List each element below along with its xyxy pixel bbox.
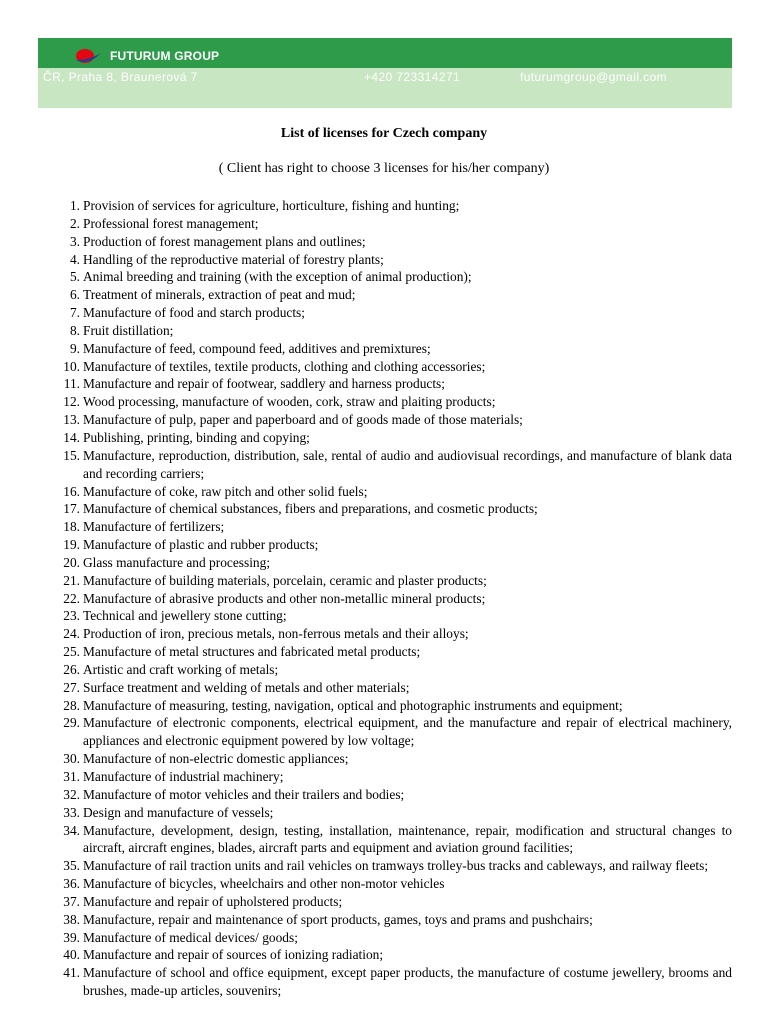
list-item-text: Manufacture of measuring, testing, navigation, optical and photographic instruments and equipment; <box>83 697 623 713</box>
list-item <box>50 411 732 429</box>
list-item-text: Manufacture, repair and maintenance of sport products, games, toys and prams and pushchairs; <box>83 911 593 927</box>
list-item-text: Design and manufacture of vessels; <box>83 804 274 820</box>
list-item <box>50 215 732 233</box>
list-item-text: Fruit distillation; <box>83 322 174 338</box>
list-item-text: Manufacture of abrasive products and other non-metallic mineral products; <box>83 590 486 606</box>
list-item <box>50 875 732 893</box>
list-item-number: 5. <box>69 269 80 285</box>
list-item <box>50 197 732 215</box>
list-item <box>50 518 732 536</box>
list-item <box>50 483 732 501</box>
list-item-number: 3. <box>69 233 80 249</box>
list-item-number: 27. <box>63 679 80 695</box>
list-item-number: 1. <box>69 198 80 213</box>
list-item <box>50 500 732 518</box>
list-item-number: 25. <box>63 644 80 660</box>
list-item-number: 37. <box>63 893 80 909</box>
list-item-text: Manufacture of coke, raw pitch and other solid fuels; <box>83 483 368 499</box>
list-item <box>50 679 732 697</box>
list-item <box>50 251 732 269</box>
list-item-text: Manufacture of chemical substances, fibers and preparations, and cosmetic products; <box>83 501 538 517</box>
list-item-text: Publishing, printing, binding and copying; <box>83 429 310 445</box>
list-item <box>50 768 732 786</box>
list-item-number: 20. <box>63 554 80 570</box>
document-subtitle: ( Client has right to choose 3 licenses for his/her company) <box>218 161 550 176</box>
list-item <box>50 714 732 750</box>
list-item-text: Production of iron, precious metals, non-ferrous metals and their alloys; <box>83 626 469 642</box>
list-item-number: 15. <box>63 447 80 463</box>
list-item <box>50 393 732 411</box>
list-item-text: Manufacture of pulp, paper and paperboard and of goods made of those materials; <box>83 412 523 428</box>
list-item <box>50 911 732 929</box>
list-item-number: 32. <box>63 786 80 802</box>
list-item-text: Professional forest management; <box>83 215 259 231</box>
list-item-number: 10. <box>63 358 80 374</box>
list-item-text: Manufacture of bicycles, wheelchairs and other non-motor vehicles <box>83 876 445 892</box>
list-item-text: Manufacture, reproduction, distribution, sale, rental of audio and audiovisual recordings, and manufacture of blank data and recording carriers; <box>83 447 732 481</box>
list-item-number: 33. <box>63 804 80 820</box>
list-item-text: Manufacture of plastic and rubber products; <box>83 537 319 553</box>
list-item-number: 35. <box>63 858 80 874</box>
list-item <box>50 375 732 393</box>
list-item-number: 30. <box>63 751 80 767</box>
list-item <box>50 929 732 947</box>
list-item-text: Technical and jewellery stone cutting; <box>83 608 287 624</box>
list-item-text: Handling of the reproductive material of forestry plants; <box>83 251 384 267</box>
list-item-number: 22. <box>63 590 80 606</box>
list-item-number: 29. <box>63 715 80 731</box>
list-item <box>50 786 732 804</box>
list-item-number: 39. <box>63 929 80 945</box>
list-item-number: 34. <box>63 822 80 838</box>
list-item-text: Manufacture of food and starch products; <box>83 305 305 321</box>
list-item <box>50 822 732 858</box>
list-item-text: Manufacture of medical devices/ goods; <box>83 929 298 945</box>
list-item-number: 18. <box>63 519 80 535</box>
list-item <box>50 358 732 376</box>
list-item <box>50 661 732 679</box>
list-item <box>50 447 732 483</box>
list-item <box>50 607 732 625</box>
list-item <box>50 429 732 447</box>
list-item-text: Manufacture and repair of upholstered products; <box>83 893 343 909</box>
list-item <box>50 233 732 251</box>
brand-name: FUTURUM GROUP <box>110 49 220 63</box>
list-item-text: Manufacture of fertilizers; <box>83 519 225 535</box>
company-address: ČR, Praha 8, Braunerová 7 <box>43 70 198 84</box>
list-item <box>50 304 732 322</box>
list-item <box>50 750 732 768</box>
list-item-text: Provision of services for agriculture, horticulture, fishing and hunting; <box>83 198 460 213</box>
list-item-number: 38. <box>63 911 80 927</box>
list-item-number: 23. <box>63 608 80 624</box>
list-item-number: 14. <box>63 429 80 445</box>
list-item-number: 31. <box>63 769 80 784</box>
license-list <box>50 197 732 1000</box>
list-item <box>50 643 732 661</box>
list-item-text: Artistic and craft working of metals; <box>83 661 279 677</box>
company-email: futurumgroup@gmail.com <box>520 70 668 84</box>
list-item-text: Manufacture, development, design, testing, installation, maintenance, repair, modification and structural changes to aircraft, aircraft engines, blades, aircraft parts and equipment and aviation ground facilities; <box>83 822 732 856</box>
list-item-text: Manufacture of textiles, textile products, clothing and clothing accessories; <box>83 358 486 374</box>
list-item-number: 9. <box>69 340 80 356</box>
list-item-text: Animal breeding and training (with the exception of animal production); <box>83 269 472 285</box>
list-item-number: 13. <box>63 412 80 428</box>
list-item-number: 16. <box>63 483 80 499</box>
list-item-text: Manufacture of metal structures and fabricated metal products; <box>83 644 421 660</box>
list-item-number: 8. <box>69 322 80 338</box>
list-item <box>50 857 732 875</box>
list-item-text: Manufacture and repair of sources of ionizing radiation; <box>83 947 384 963</box>
list-item <box>50 804 732 822</box>
list-item-number: 6. <box>69 287 80 303</box>
list-item-number: 21. <box>63 572 80 588</box>
list-item <box>50 625 732 643</box>
list-item <box>50 590 732 608</box>
company-phone: +420 723314271 <box>364 70 461 84</box>
list-item-number: 7. <box>69 305 80 321</box>
list-item <box>50 340 732 358</box>
list-item-number: 26. <box>63 661 80 677</box>
list-item-number: 4. <box>69 251 80 267</box>
list-item-text: Production of forest management plans and outlines; <box>83 233 366 249</box>
list-item <box>50 536 732 554</box>
list-item-text: Manufacture and repair of footwear, saddlery and harness products; <box>83 376 445 392</box>
list-item-number: 28. <box>63 697 80 713</box>
list-item-number: 41. <box>63 965 80 981</box>
list-item-text: Manufacture of rail traction units and rail vehicles on tramways trolley-bus tracks and cableways, and railway fleets; <box>83 858 709 874</box>
list-item <box>50 286 732 304</box>
list-item-text: Glass manufacture and processing; <box>83 554 271 570</box>
list-item <box>50 554 732 572</box>
list-item <box>50 697 732 715</box>
list-item <box>50 572 732 590</box>
list-item-number: 11. <box>63 376 80 392</box>
list-item-number: 40. <box>63 947 80 963</box>
list-item-text: Surface treatment and welding of metals and other materials; <box>83 679 410 695</box>
list-item <box>50 268 732 286</box>
list-item-text: Manufacture of building materials, porcelain, ceramic and plaster products; <box>83 572 487 588</box>
list-item-text: Manufacture of non-electric domestic appliances; <box>83 751 349 767</box>
list-item-text: Manufacture of electronic components, electrical equipment, and the manufacture and repair of electrical machinery, appliances and electronic equipment powered by low voltage; <box>83 715 732 749</box>
list-item-number: 19. <box>63 537 80 553</box>
document-title: List of licenses for Czech company <box>280 126 488 141</box>
list-item-text: Manufacture of feed, compound feed, additives and premixtures; <box>83 340 431 356</box>
list-item-text: Manufacture of industrial machinery; <box>83 769 284 784</box>
list-item-number: 2. <box>69 215 80 231</box>
list-item-text: Manufacture of motor vehicles and their trailers and bodies; <box>83 786 405 802</box>
futurum-logo-icon <box>74 47 102 67</box>
list-item-number: 24. <box>63 626 80 642</box>
list-item <box>50 964 732 1000</box>
list-item-number: 36. <box>63 876 80 892</box>
list-item-text: Treatment of minerals, extraction of peat and mud; <box>83 287 356 303</box>
list-item <box>50 946 732 964</box>
list-item <box>50 893 732 911</box>
list-item <box>50 322 732 340</box>
list-item-number: 12. <box>63 394 80 410</box>
list-item-text: Wood processing, manufacture of wooden, cork, straw and plaiting products; <box>83 394 496 410</box>
list-item-text: Manufacture of school and office equipment, except paper products, the manufacture of costume jewellery, brooms and brushes, made-up articles, souvenirs; <box>83 965 732 999</box>
list-item-number: 17. <box>63 501 80 517</box>
